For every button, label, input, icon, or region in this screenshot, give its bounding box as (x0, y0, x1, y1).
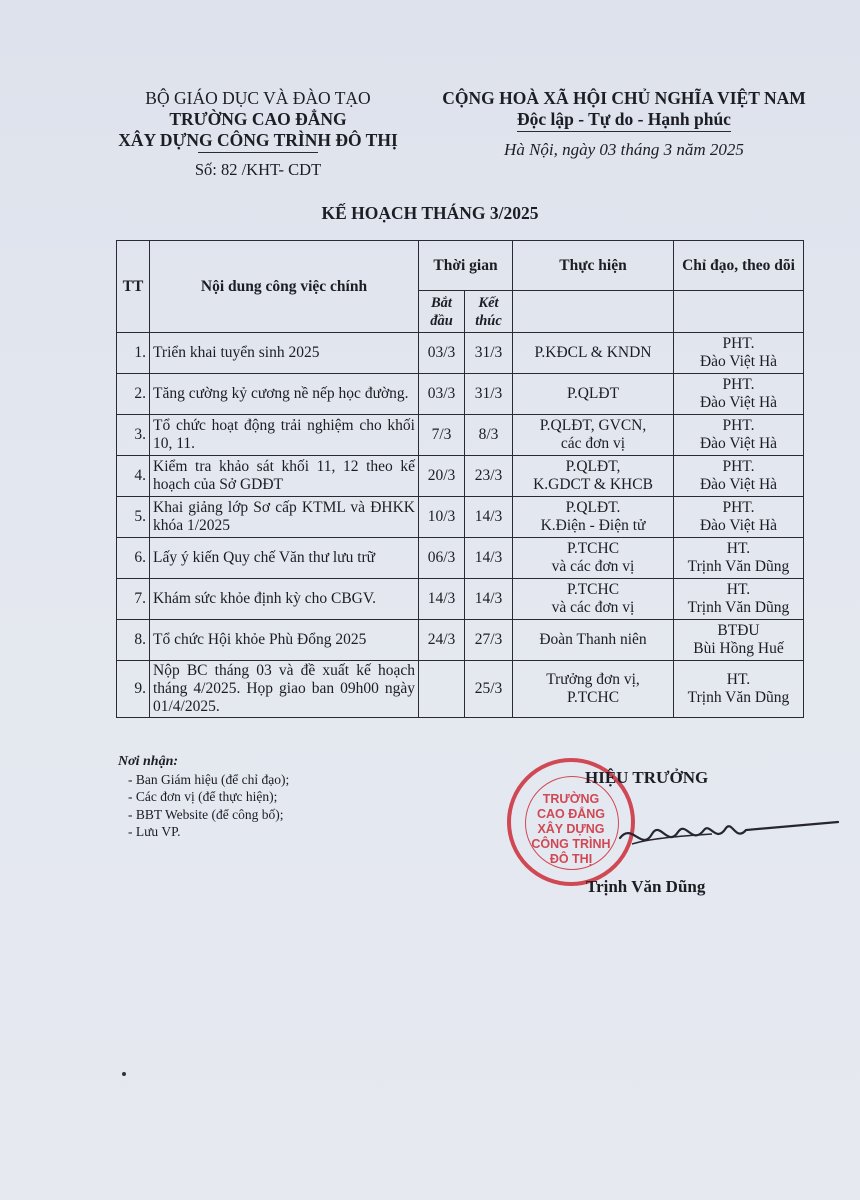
row-director: HT. Trịnh Văn Dũng (674, 579, 804, 620)
row-director: PHT. Đào Việt Hà (674, 497, 804, 538)
row-executor: P.KĐCL & KNDN (513, 333, 674, 374)
header-time: Thời gian (419, 241, 513, 291)
header-director-blank (674, 291, 804, 333)
row-number: 6. (117, 538, 150, 579)
recipients-list (118, 771, 289, 841)
row-number: 4. (117, 456, 150, 497)
row-number: 9. (117, 661, 150, 718)
row-start-date (419, 661, 465, 718)
recipients-label: Nơi nhận: (118, 754, 179, 769)
row-director: BTĐU Bùi Hồng Huế (674, 620, 804, 661)
row-executor: P.QLĐT (513, 374, 674, 415)
row-end-date: 27/3 (465, 620, 513, 661)
header-executor-blank (513, 291, 674, 333)
signer-name: Trịnh Văn Dũng (586, 877, 706, 896)
header-left-underline (198, 152, 318, 153)
header-end: Kết thúc (465, 291, 513, 333)
row-end-date: 23/3 (465, 456, 513, 497)
row-number: 5. (117, 497, 150, 538)
row-number: 7. (117, 579, 150, 620)
table-row (117, 333, 804, 374)
row-start-date: 24/3 (419, 620, 465, 661)
row-number: 2. (117, 374, 150, 415)
document-number: Số: 82 /KHT- CDT (194, 160, 322, 180)
document-title: KẾ HOẠCH THÁNG 3/2025 (321, 203, 539, 223)
recipient-item: - BBT Website (để công bố); (128, 806, 284, 822)
table-row (117, 497, 804, 538)
row-start-date: 14/3 (419, 579, 465, 620)
row-end-date: 14/3 (465, 497, 513, 538)
row-director: PHT. Đào Việt Hà (674, 456, 804, 497)
row-number: 3. (117, 415, 150, 456)
table-row (117, 620, 804, 661)
header-director: Chỉ đạo, theo dõi (674, 241, 804, 291)
row-executor: P.QLĐT. K.Điện - Điện tử (513, 497, 674, 538)
recipient-item: - Ban Giám hiệu (để chỉ đạo); (128, 771, 290, 787)
row-content: Tổ chức hoạt động trải nghiệm cho khối 10, 11. (150, 415, 419, 456)
row-content: Triển khai tuyển sinh 2025 (150, 333, 419, 374)
row-executor: Trưởng đơn vị, P.TCHC (513, 661, 674, 718)
header-left (98, 88, 418, 180)
plan-table-body (117, 333, 804, 718)
row-end-date: 31/3 (465, 333, 513, 374)
plan-table (116, 240, 804, 718)
place-and-date: Hà Nội, ngày 03 tháng 3 năm 2025 (504, 140, 744, 159)
header-content: Nội dung công việc chính (150, 241, 419, 333)
table-row (117, 661, 804, 718)
row-content: Kiểm tra khảo sát khối 11, 12 theo kế hoạch của Sở GDĐT (150, 456, 419, 497)
table-row (117, 456, 804, 497)
national-motto: Độc lập - Tự do - Hạnh phúc (517, 109, 731, 132)
row-executor: P.TCHC và các đơn vị (513, 538, 674, 579)
handwritten-signature (612, 808, 842, 864)
paper-speck (122, 1072, 126, 1076)
row-start-date: 03/3 (419, 374, 465, 415)
school-name-line1: TRƯỜNG CAO ĐẲNG (169, 109, 347, 129)
stamp-text: TRƯỜNG CAO ĐẲNG XÂY DỰNG CÔNG TRÌNH ĐÔ THỊ (531, 792, 611, 866)
signer-title: HIỆU TRƯỞNG (585, 768, 709, 787)
table-row (117, 374, 804, 415)
row-end-date: 14/3 (465, 538, 513, 579)
row-start-date: 7/3 (419, 415, 465, 456)
row-executor: P.TCHC và các đơn vị (513, 579, 674, 620)
recipient-item: - Các đơn vị (để thực hiện); (128, 789, 278, 804)
row-content: Khai giảng lớp Sơ cấp KTML và ĐHKK khóa 1/2025 (150, 497, 419, 538)
row-executor: P.QLĐT, GVCN, các đơn vị (513, 415, 674, 456)
row-number: 1. (117, 333, 150, 374)
table-row (117, 538, 804, 579)
row-director: PHT. Đào Việt Hà (674, 415, 804, 456)
row-end-date: 14/3 (465, 579, 513, 620)
row-content: Tổ chức Hội khỏe Phù Đổng 2025 (150, 620, 419, 661)
ministry-name: BỘ GIÁO DỤC VÀ ĐÀO TẠO (145, 88, 371, 108)
row-content: Tăng cường kỷ cương nề nếp học đường. (150, 374, 419, 415)
header-executor: Thực hiện (513, 241, 674, 291)
row-start-date: 06/3 (419, 538, 465, 579)
row-director: HT. Trịnh Văn Dũng (674, 538, 804, 579)
row-content: Khám sức khỏe định kỳ cho CBGV. (150, 579, 419, 620)
row-end-date: 31/3 (465, 374, 513, 415)
row-director: PHT. Đào Việt Hà (674, 374, 804, 415)
table-row (117, 579, 804, 620)
header-right (428, 88, 820, 160)
recipients (118, 753, 289, 841)
row-number: 8. (117, 620, 150, 661)
table-row (117, 415, 804, 456)
row-start-date: 20/3 (419, 456, 465, 497)
header-start: Bắt đầu (419, 291, 465, 333)
school-name-line2: XÂY DỰNG CÔNG TRÌNH ĐÔ THỊ (118, 130, 398, 150)
row-start-date: 03/3 (419, 333, 465, 374)
row-content: Lấy ý kiến Quy chế Văn thư lưu trữ (150, 538, 419, 579)
row-content: Nộp BC tháng 03 và đề xuất kế hoạch tháng 4/2025. Họp giao ban 09h00 ngày 01/4/2025. (150, 661, 419, 718)
country-name: CỘNG HOÀ XÃ HỘI CHỦ NGHĨA VIỆT NAM (442, 88, 806, 108)
row-end-date: 25/3 (465, 661, 513, 718)
row-end-date: 8/3 (465, 415, 513, 456)
row-director: HT. Trịnh Văn Dũng (674, 661, 804, 718)
row-executor: Đoàn Thanh niên (513, 620, 674, 661)
row-director: PHT. Đào Việt Hà (674, 333, 804, 374)
row-executor: P.QLĐT, K.GDCT & KHCB (513, 456, 674, 497)
recipient-item: - Lưu VP. (128, 824, 181, 839)
header-no: TT (117, 241, 150, 333)
row-start-date: 10/3 (419, 497, 465, 538)
